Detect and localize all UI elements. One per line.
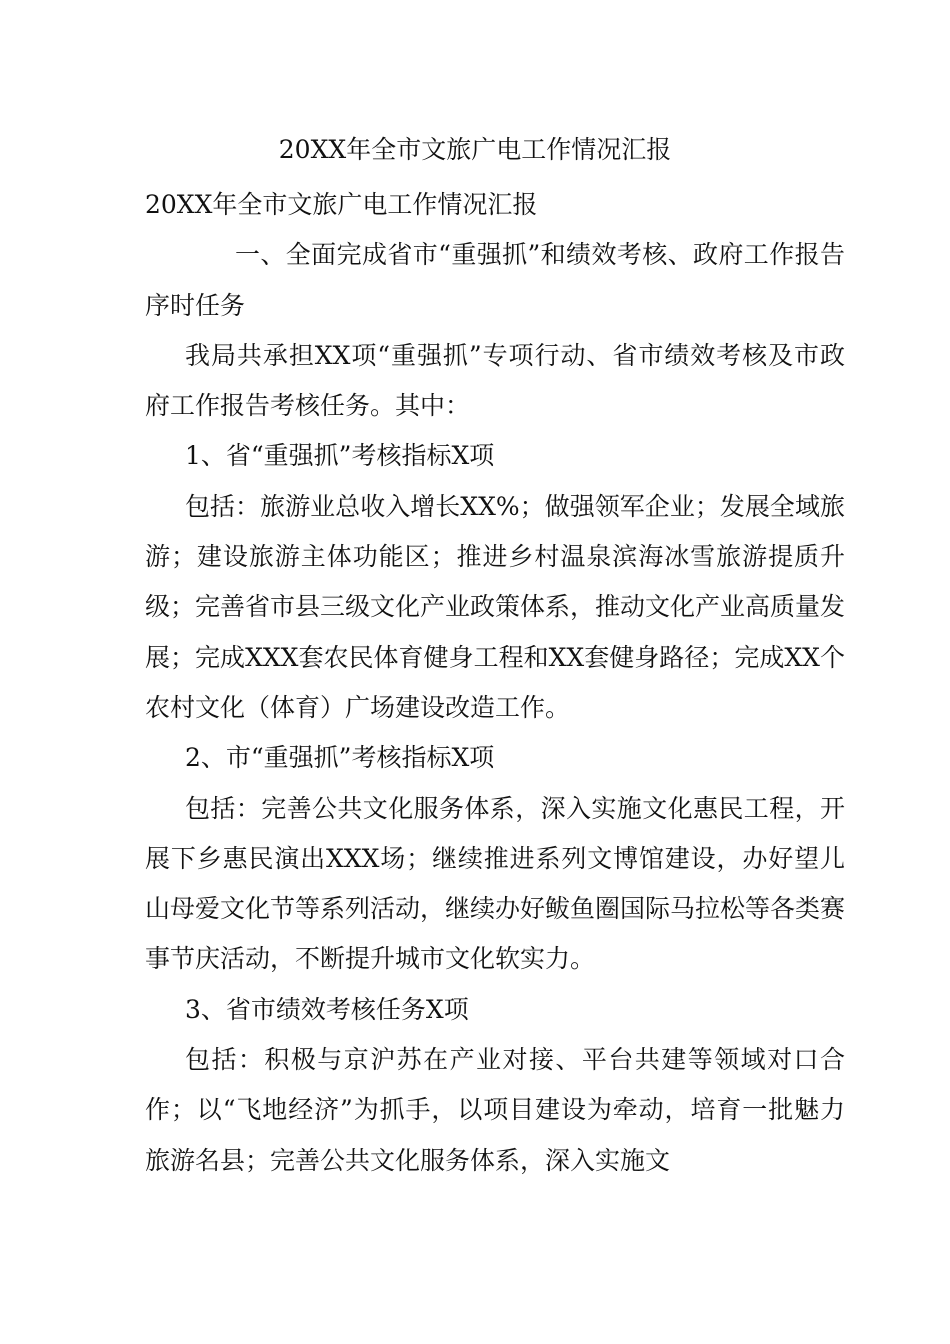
- subtitle-paragraph: 20XX年全市文旅广电工作情况汇报: [145, 190, 538, 219]
- intro-paragraph: 我局共承担XX项“重强抓”专项行动、省市绩效考核及市政府工作报告考核任务。其中：: [145, 340, 845, 421]
- item-content-3: 包括：积极与京沪苏在产业对接、平台共建等领域对口合作；以“飞地经济”为抓手，以项目建设为牵动，培育一批魅力旅游名县；完善公共文化服务体系，深入实施文: [145, 1045, 845, 1175]
- item-heading-2: 2、市“重强抓”考核指标X项: [185, 743, 495, 773]
- section-heading-1: 一、全面完成省市“重强抓”和绩效考核、政府工作报告序时任务: [145, 240, 845, 320]
- item-content-2: 包括：完善公共文化服务体系，深入实施文化惠民工程，开展下乡惠民演出XXX场；继续推进系列文博馆建设，办好望儿山母爱文化节等系列活动，继续办好鲅鱼圈国际马拉松等各类赛事节庆活动，不断提升城市文化软实力。: [145, 793, 846, 974]
- item-heading-3: 3、省市绩效考核任务X项: [185, 994, 469, 1024]
- document-title: 20XX年全市文旅广电工作情况汇报: [278, 135, 672, 164]
- item-content-1: 包括：旅游业总收入增长XX%；做强领军企业；发展全域旅游；建设旅游主体功能区；推进乡村温泉滨海冰雪旅游提质升级；完善省市县三级文化产业政策体系，推动文化产业高质量发展；完成XXX套农民体育健身工程和XX套健身路径；完成XX个农村文化（体育）广场建设改造工作。: [145, 491, 846, 722]
- item-heading-1: 1、省“重强抓”考核指标X项: [185, 441, 495, 471]
- document-body: [145, 180, 845, 1186]
